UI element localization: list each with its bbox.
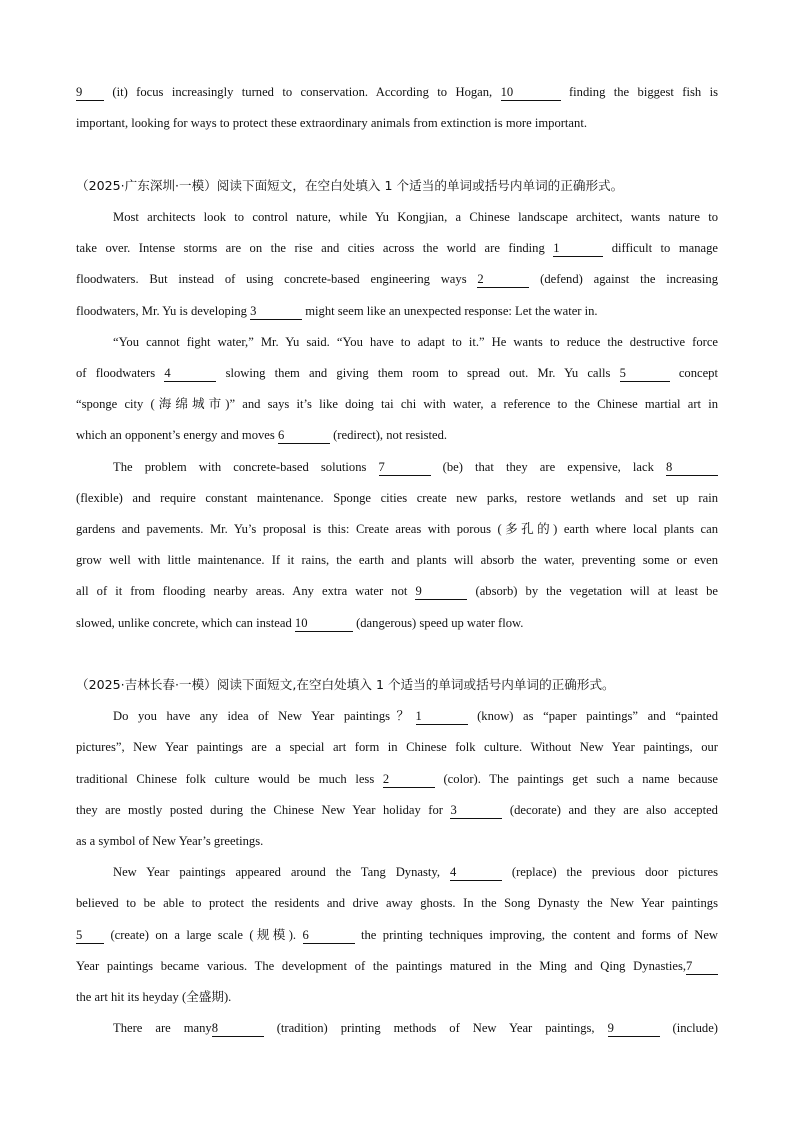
blank-5: 5: [620, 367, 670, 382]
text-line: traditional Chinese folk culture would be much less 2 (color). The paintings get such a name because: [76, 772, 719, 786]
text-line: The problem with concrete-based solutions 7 (be) that they are expensive, lack 8: [113, 459, 718, 476]
blank-9: 9: [76, 86, 104, 101]
blank-8: 8: [666, 461, 718, 476]
blank-7: 7: [686, 960, 718, 975]
blank-10: 10: [501, 86, 561, 101]
text-line: of floodwaters 4 slowing them and giving them room to spread out. Mr. Yu calls 5 concept: [76, 366, 718, 380]
blank-1: 1: [553, 242, 603, 257]
blank-7: 7: [379, 461, 431, 476]
text-line: important, looking for ways to protect these extraordinary animals from extinction is more important.: [76, 116, 587, 130]
text-line: “sponge city (海绵城市)” and says it’s like doing tai chi with water, a reference to the Chinese martial art in: [76, 397, 718, 411]
blank-6: 6: [278, 429, 330, 444]
text-line: Do you have any idea of New Year paintings？1 (know) as “paper paintings” and “painted: [113, 709, 719, 723]
blank-6: 6: [303, 929, 355, 944]
text-line: they are mostly posted during the Chinese New Year holiday for 3 (decorate) and they are also accepted: [76, 803, 718, 817]
text-line: Most architects look to control nature, while Yu Kongjian, a Chinese landscape architect, wants nature to: [113, 210, 718, 224]
text-line: which an opponent’s energy and moves 6 (redirect), not resisted.: [76, 428, 448, 442]
text-line: New Year paintings appeared around the Tang Dynasty, 4 (replace) the previous door pictures: [113, 865, 719, 879]
text-line: 5 (create) on a large scale (规模). 6 the printing techniques improving, the content and forms of New: [76, 928, 719, 942]
text-line: floodwaters. But instead of using concrete-based engineering ways 2 (defend) against the increasing: [76, 272, 718, 286]
blank-4: 4: [450, 866, 502, 881]
blank-5: 5: [76, 929, 104, 944]
text-line: slowed, unlike concrete, which can instead 10 (dangerous) speed up water flow.: [76, 616, 524, 630]
blank-2: 2: [383, 773, 435, 788]
text-line: There are many8 (tradition) printing methods of New Year paintings, 9 (include): [113, 1021, 719, 1035]
text-line: 9 (it) focus increasingly turned to conservation. According to Hogan, 10 finding the biggest fish is: [76, 85, 718, 99]
text-line: pictures”, New Year paintings are a special art form in Chinese folk culture. Without New Year paintings, our: [76, 740, 718, 754]
text-line: the art hit its heyday (全盛期).: [76, 990, 232, 1004]
blank-3: 3: [250, 305, 302, 320]
text-line: take over. Intense storms are on the rise and cities across the world are finding 1 difficult to manage: [76, 241, 718, 255]
text-line: grow well with little maintenance. If it rains, the earth and plants will absorb the water, preventing some or even: [76, 553, 718, 567]
blank-2: 2: [477, 273, 529, 288]
text-line: “You cannot fight water,” Mr. Yu said. “You have to adapt to it.” He wants to reduce the destructive force: [113, 335, 718, 349]
text-line: as a symbol of New Year’s greetings.: [76, 834, 264, 848]
blank-9: 9: [608, 1022, 660, 1037]
section-heading: （2025·广东深圳·一模）阅读下面短文，在空白处填入 1 个适当的单词或括号内单词的正确形式。: [76, 178, 624, 193]
text-line: gardens and pavements. Mr. Yu’s proposal is this: Create areas with porous (多孔的) earth where local plants can: [76, 522, 718, 536]
text-line: all of it from flooding nearby areas. Any extra water not 9 (absorb) by the vegetation will at least be: [76, 584, 718, 598]
blank-4: 4: [164, 367, 216, 382]
blank-3: 3: [450, 804, 502, 819]
blank-1: 1: [416, 710, 468, 725]
section-heading: （2025·吉林长春·一模）阅读下面短文,在空白处填入 1 个适当的单词或括号内单词的正确形式。: [76, 677, 615, 692]
text-line: believed to be able to protect the residents and drive away ghosts. In the Song Dynasty the New Year paintings: [76, 896, 718, 910]
text-line: (flexible) and require constant maintenance. Sponge cities create new parks, restore wetlands and set up rain: [76, 491, 718, 505]
text-line: Year paintings became various. The development of the paintings matured in the Ming and Qing Dynasties,7: [76, 958, 718, 975]
blank-9: 9: [415, 585, 467, 600]
text-line: floodwaters, Mr. Yu is developing 3 might seem like an unexpected response: Let the water in.: [76, 304, 598, 318]
blank-8: 8: [212, 1022, 264, 1037]
blank-10: 10: [295, 617, 353, 632]
